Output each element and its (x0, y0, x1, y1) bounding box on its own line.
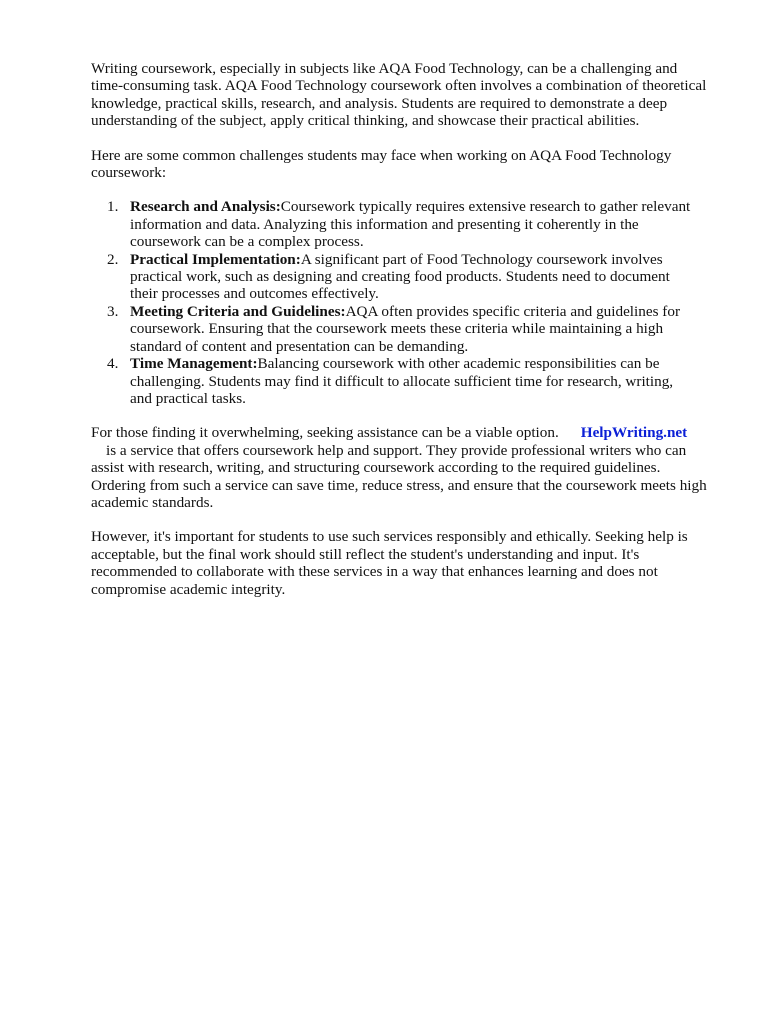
assistance-line: Ordering from such a service can save time, reduce stress, and ensure that the coursework meets high (91, 476, 707, 494)
closing-line: recommended to collaborate with these services in a way that enhances learning and does not (91, 563, 658, 581)
list-item-text: their processes and outcomes effectively. (130, 285, 379, 303)
list-item-number: 1. (107, 198, 119, 216)
list-item (91, 251, 731, 303)
assistance-line: assist with research, writing, and structuring coursework according to the required guidelines. (91, 459, 661, 477)
list-item-text: coursework. Ensuring that the coursework meets these criteria while maintaining a high (130, 320, 664, 338)
list-item-term: Time Management: (130, 355, 258, 373)
list-item-text: A significant part of Food Technology coursework involves (300, 250, 663, 268)
list-item-text: AQA often provides specific criteria and guidelines for (345, 302, 680, 320)
intro-paragraph (91, 60, 731, 130)
list-item-text: practical work, such as designing and creating food products. Students need to document (130, 268, 670, 286)
list-item-text: information and data. Analyzing this information and presenting it coherently in the (130, 215, 639, 233)
challenges-intro-line: coursework: (91, 164, 167, 182)
closing-line: compromise academic integrity. (91, 580, 286, 598)
challenges-list (91, 198, 731, 407)
list-item-number: 2. (107, 250, 119, 268)
list-item-number: 4. (107, 355, 119, 373)
closing-paragraph (91, 528, 731, 598)
closing-line: However, it's important for students to use such services responsibly and ethically. Seeking help is (91, 528, 688, 546)
list-item (91, 198, 731, 250)
list-item-text: Coursework typically requires extensive research to gather relevant (280, 198, 691, 216)
list-item-text: challenging. Students may find it difficult to allocate sufficient time for research, writing, (130, 372, 674, 390)
list-item-term: Research and Analysis: (130, 198, 281, 216)
assistance-paragraph (91, 424, 731, 511)
assistance-lead: For those finding it overwhelming, seeking assistance can be a viable option. (91, 424, 559, 442)
list-item-number: 3. (107, 302, 119, 320)
list-item-term: Meeting Criteria and Guidelines: (130, 302, 346, 320)
list-item-text: Balancing coursework with other academic responsibilities can be (257, 355, 660, 373)
list-item (91, 303, 731, 355)
closing-line: acceptable, but the final work should still reflect the student's understanding and input. It's (91, 545, 640, 563)
intro-line: Writing coursework, especially in subjects like AQA Food Technology, can be a challenging and (91, 60, 678, 77)
document-page (91, 60, 731, 598)
intro-line: time-consuming task. AQA Food Technology coursework often involves a combination of theoretical (91, 77, 707, 95)
intro-line: knowledge, practical skills, research, and analysis. Students are required to demonstrate a deep (91, 94, 668, 112)
challenges-intro-paragraph (91, 147, 731, 182)
list-item-text: and practical tasks. (130, 389, 246, 407)
list-item-text: coursework can be a complex process. (130, 233, 364, 251)
helpwriting-link[interactable]: HelpWriting.net (580, 424, 688, 442)
intro-line: understanding of the subject, apply critical thinking, and showcase their practical abilities. (91, 112, 640, 130)
list-item (91, 355, 731, 407)
challenges-intro-line: Here are some common challenges students may face when working on AQA Food Technology (91, 146, 672, 164)
assistance-line: academic standards. (91, 493, 214, 511)
assistance-line: is a service that offers coursework help and support. They provide professional writers who can (106, 441, 687, 459)
list-item-term: Practical Implementation: (130, 250, 301, 268)
list-item-text: standard of content and presentation can be demanding. (130, 337, 469, 355)
